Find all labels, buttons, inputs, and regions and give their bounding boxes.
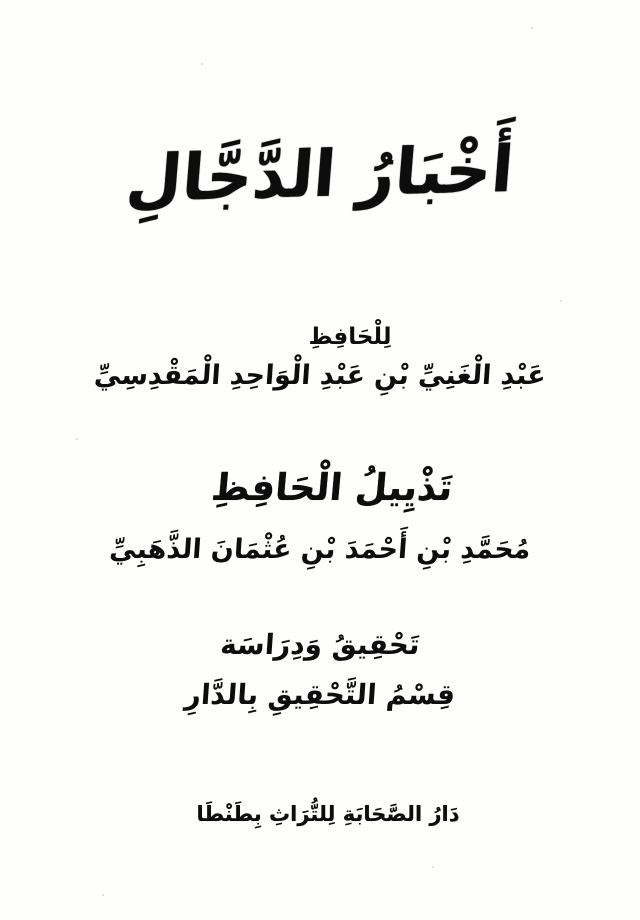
author-name: عَبْدِ الْغَنِيِّ بْنِ عَبْدِ الْوَاحِدِ الْمَقْدِسِيِّ bbox=[93, 360, 547, 391]
scan-speck bbox=[432, 866, 434, 868]
supplement-heading: تَذْيِيلُ الْحَافِظِ bbox=[209, 466, 455, 509]
supplement-author-name: مُحَمَّدِ بْنِ أَحْمَدَ بْنِ عُثْمَانَ الذَّهَبِيِّ bbox=[108, 534, 532, 565]
book-title: أَخْبَارُ الدَّجَّالِ bbox=[123, 132, 517, 218]
scan-speck bbox=[560, 300, 562, 302]
scan-speck bbox=[102, 894, 104, 896]
scan-speck bbox=[531, 27, 533, 29]
publisher-imprint: دَارُ الصَّحَابَةِ لِلتُّرَاثِ بِطَنْطَا bbox=[196, 802, 460, 826]
scan-speck bbox=[201, 63, 203, 65]
edition-statement-line1: تَحْقِيقُ وَدِرَاسَة bbox=[219, 628, 421, 661]
scan-speck bbox=[76, 438, 78, 440]
edition-statement-line2: قِسْمُ التَّحْقِيقِ بِالدَّارِ bbox=[183, 678, 457, 711]
byline-label: لِلْحَافِظِ bbox=[308, 324, 392, 350]
